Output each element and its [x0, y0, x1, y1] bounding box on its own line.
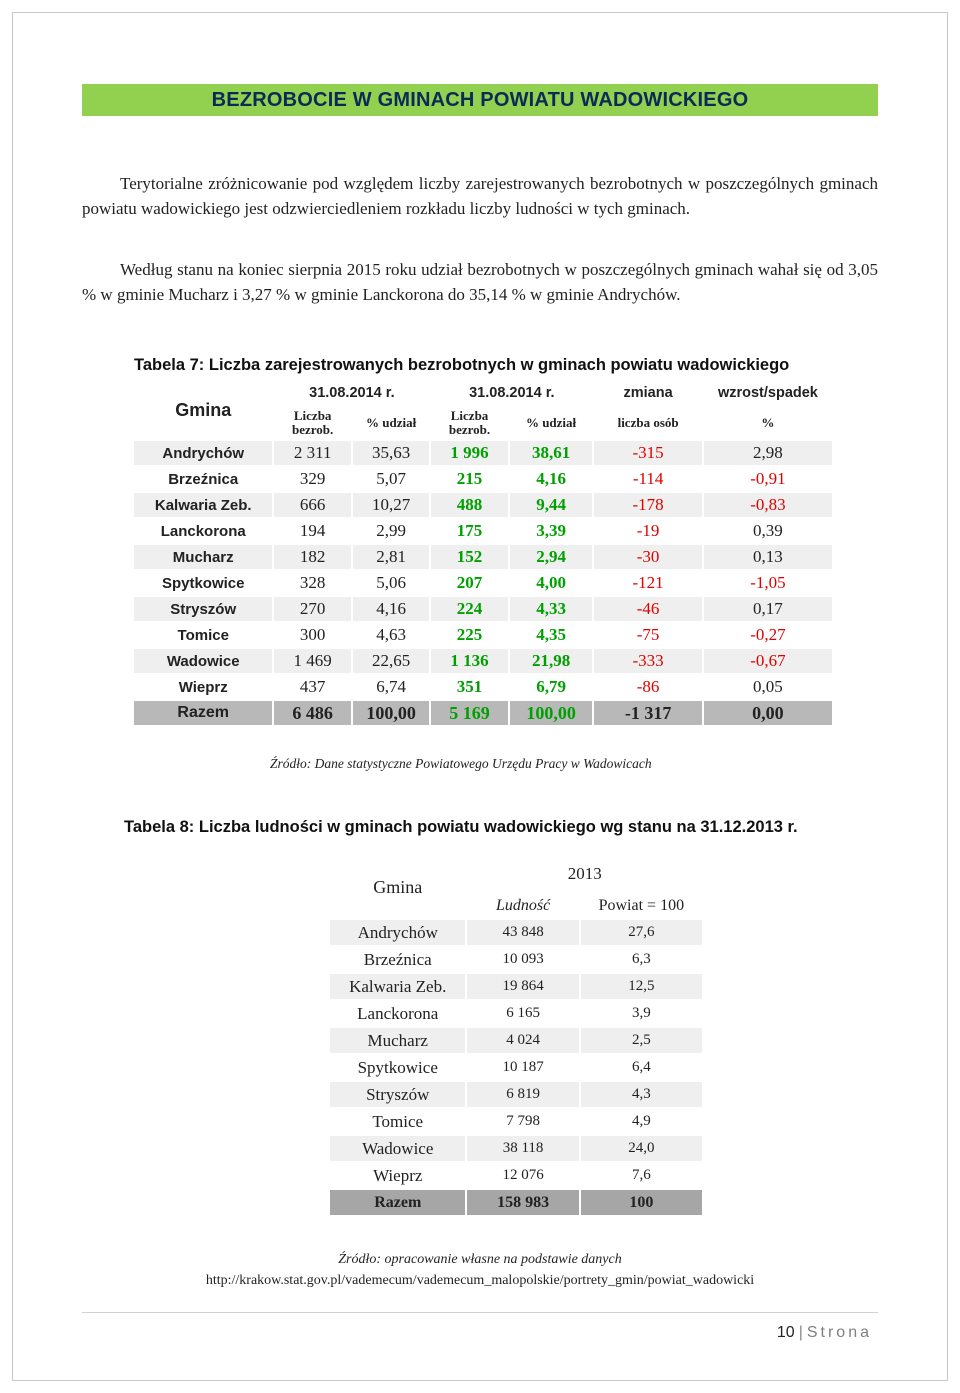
table-row	[134, 623, 832, 647]
table-row	[134, 597, 832, 621]
cell-e: -86	[594, 675, 701, 699]
table8-caption: Tabela 8: Liczba ludności w gminach powiatu wadowickiego wg stanu na 31.12.2013 r.	[124, 818, 798, 836]
cell-c: 1 136	[431, 649, 507, 673]
table7-header-liczba1: Liczba bezrob.	[274, 407, 350, 439]
table7-header-gmina: Gmina	[134, 381, 272, 439]
table-row	[330, 1028, 702, 1053]
cell-a: 194	[274, 519, 350, 543]
table-row	[134, 441, 832, 465]
cell-e: -114	[594, 467, 701, 491]
cell-b: 4,9	[581, 1109, 702, 1134]
cell-d: 2,94	[510, 545, 593, 569]
cell-a: 1 469	[274, 649, 350, 673]
cell-b: 27,6	[581, 920, 702, 945]
cell-a: 6 819	[467, 1082, 578, 1107]
cell-c: 225	[431, 623, 507, 647]
table8-source-line1: Źródło: opracowanie własne na podstawie danych	[338, 1252, 622, 1267]
cell-name: Mucharz	[330, 1028, 465, 1053]
total-b: 100,00	[353, 701, 429, 725]
cell-b: 5,06	[353, 571, 429, 595]
cell-d: 9,44	[510, 493, 593, 517]
cell-b: 4,3	[581, 1082, 702, 1107]
cell-c: 207	[431, 571, 507, 595]
cell-name: Spytkowice	[330, 1055, 465, 1080]
table8-source-url: http://krakow.stat.gov.pl/vademecum/vademecum_malopolskie/portrety_gmin/powiat_wadowicki	[205, 1273, 755, 1288]
cell-name: Lanckorona	[330, 1001, 465, 1026]
table-row	[330, 1001, 702, 1026]
cell-c: 1 996	[431, 441, 507, 465]
table-row	[330, 947, 702, 972]
cell-d: 3,39	[510, 519, 593, 543]
table-row	[134, 467, 832, 491]
cell-a: 437	[274, 675, 350, 699]
cell-b: 6,4	[581, 1055, 702, 1080]
cell-c: 488	[431, 493, 507, 517]
cell-name: Mucharz	[134, 545, 272, 569]
table7-total-row	[134, 701, 832, 725]
cell-a: 329	[274, 467, 350, 491]
total-d: 100,00	[510, 701, 593, 725]
cell-name: Brzeźnica	[134, 467, 272, 491]
cell-a: 4 024	[467, 1028, 578, 1053]
table-row	[134, 519, 832, 543]
footer-separator: |	[798, 1324, 803, 1341]
cell-d: 21,98	[510, 649, 593, 673]
cell-e: -121	[594, 571, 701, 595]
cell-e: -30	[594, 545, 701, 569]
cell-a: 182	[274, 545, 350, 569]
table7-header-udzial2: % udział	[510, 407, 593, 439]
cell-f: 0,17	[704, 597, 832, 621]
cell-name: Wadowice	[134, 649, 272, 673]
page-number: 10	[776, 1324, 795, 1341]
cell-b: 6,3	[581, 947, 702, 972]
table7-header-date1: 31.08.2014 r.	[274, 381, 429, 405]
table8-header-powiat: Powiat = 100	[581, 893, 702, 918]
cell-name: Andrychów	[330, 920, 465, 945]
cell-name: Spytkowice	[134, 571, 272, 595]
table8-header-year: 2013	[467, 857, 702, 891]
cell-e: -19	[594, 519, 701, 543]
cell-b: 24,0	[581, 1136, 702, 1161]
cell-b: 2,5	[581, 1028, 702, 1053]
cell-f: -1,05	[704, 571, 832, 595]
table-row	[330, 1055, 702, 1080]
table-row	[330, 974, 702, 999]
cell-b: 6,74	[353, 675, 429, 699]
table-row	[134, 675, 832, 699]
cell-a: 38 118	[467, 1136, 578, 1161]
section-title: BEZROBOCIE W GMINACH POWIATU WADOWICKIEGO	[211, 88, 749, 111]
table8-header-ludnosc: Ludność	[467, 893, 578, 918]
cell-a: 300	[274, 623, 350, 647]
table7-header-date2: 31.08.2014 r.	[431, 381, 592, 405]
cell-e: -75	[594, 623, 701, 647]
cell-name: Stryszów	[330, 1082, 465, 1107]
t8-total-b: 100	[581, 1190, 702, 1215]
cell-a: 328	[274, 571, 350, 595]
table7-header-zmiana: zmiana	[594, 381, 701, 405]
table8	[328, 855, 704, 1217]
paragraph-2: Według stanu na koniec sierpnia 2015 roku udział bezrobotnych w poszczególnych gminach wahał się od 3,05 % w gminie Mucharz i 3,27 % w gminie Lanckorona do 35,14 % w gminie Andrychów.	[82, 260, 878, 304]
table-row	[330, 1163, 702, 1188]
cell-a: 6 165	[467, 1001, 578, 1026]
cell-f: -0,83	[704, 493, 832, 517]
cell-e: -333	[594, 649, 701, 673]
cell-a: 10 187	[467, 1055, 578, 1080]
total-name: Razem	[134, 701, 272, 725]
cell-b: 4,16	[353, 597, 429, 621]
cell-e: -315	[594, 441, 701, 465]
cell-a: 666	[274, 493, 350, 517]
cell-name: Wadowice	[330, 1136, 465, 1161]
cell-a: 12 076	[467, 1163, 578, 1188]
cell-f: 0,39	[704, 519, 832, 543]
paragraph-1: Terytorialne zróżnicowanie pod względem liczby zarejestrowanych bezrobotnych w poszczególnych gminach powiatu wadowickiego jest odzwierciedleniem rozkładu liczby ludności w tych gminach.	[82, 174, 878, 218]
table-row	[134, 493, 832, 517]
cell-e: -178	[594, 493, 701, 517]
table7-header-liczba2: Liczba bezrob.	[431, 407, 507, 439]
cell-f: -0,27	[704, 623, 832, 647]
total-e: -1 317	[594, 701, 701, 725]
table7-header-pct: %	[704, 407, 832, 439]
cell-name: Brzeźnica	[330, 947, 465, 972]
cell-f: 0,05	[704, 675, 832, 699]
cell-d: 4,35	[510, 623, 593, 647]
total-f: 0,00	[704, 701, 832, 725]
cell-c: 152	[431, 545, 507, 569]
page-footer	[777, 1324, 872, 1342]
page-label: Strona	[806, 1324, 872, 1341]
footer-divider	[82, 1312, 878, 1313]
cell-name: Stryszów	[134, 597, 272, 621]
cell-d: 4,33	[510, 597, 593, 621]
table-row	[134, 649, 832, 673]
t8-total-a: 158 983	[467, 1190, 578, 1215]
cell-c: 175	[431, 519, 507, 543]
cell-f: -0,67	[704, 649, 832, 673]
cell-name: Andrychów	[134, 441, 272, 465]
table-row	[134, 571, 832, 595]
cell-name: Lanckorona	[134, 519, 272, 543]
cell-e: -46	[594, 597, 701, 621]
table7	[132, 379, 834, 727]
table-row	[134, 545, 832, 569]
cell-d: 4,00	[510, 571, 593, 595]
table8-header-gmina: Gmina	[330, 857, 465, 918]
cell-d: 6,79	[510, 675, 593, 699]
cell-b: 2,99	[353, 519, 429, 543]
cell-b: 7,6	[581, 1163, 702, 1188]
cell-name: Wieprz	[134, 675, 272, 699]
cell-a: 10 093	[467, 947, 578, 972]
cell-d: 38,61	[510, 441, 593, 465]
cell-b: 5,07	[353, 467, 429, 491]
table-row	[330, 920, 702, 945]
cell-name: Tomice	[134, 623, 272, 647]
cell-a: 270	[274, 597, 350, 621]
cell-b: 22,65	[353, 649, 429, 673]
cell-name: Kalwaria Zeb.	[134, 493, 272, 517]
table7-source: Źródło: Dane statystyczne Powiatowego Urzędu Pracy w Wadowicach	[270, 756, 652, 771]
cell-b: 4,63	[353, 623, 429, 647]
cell-f: 2,98	[704, 441, 832, 465]
table-row	[330, 1109, 702, 1134]
table8-total-row	[330, 1190, 702, 1215]
cell-a: 19 864	[467, 974, 578, 999]
cell-c: 351	[431, 675, 507, 699]
cell-name: Tomice	[330, 1109, 465, 1134]
table-row	[330, 1136, 702, 1161]
total-c: 5 169	[431, 701, 507, 725]
cell-b: 35,63	[353, 441, 429, 465]
cell-b: 10,27	[353, 493, 429, 517]
cell-c: 224	[431, 597, 507, 621]
cell-a: 43 848	[467, 920, 578, 945]
cell-a: 2 311	[274, 441, 350, 465]
cell-name: Kalwaria Zeb.	[330, 974, 465, 999]
table7-caption: Tabela 7: Liczba zarejestrowanych bezrobotnych w gminach powiatu wadowickiego	[134, 356, 790, 374]
cell-f: -0,91	[704, 467, 832, 491]
table7-header-wzrost: wzrost/spadek	[704, 381, 832, 405]
cell-name: Wieprz	[330, 1163, 465, 1188]
cell-d: 4,16	[510, 467, 593, 491]
section-banner	[82, 84, 878, 116]
cell-f: 0,13	[704, 545, 832, 569]
table7-header-udzial1: % udział	[353, 407, 429, 439]
cell-c: 215	[431, 467, 507, 491]
t8-total-name: Razem	[330, 1190, 465, 1215]
cell-a: 7 798	[467, 1109, 578, 1134]
table-row	[330, 1082, 702, 1107]
total-a: 6 486	[274, 701, 350, 725]
cell-b: 2,81	[353, 545, 429, 569]
table7-header-liczba-osob: liczba osób	[594, 407, 701, 439]
cell-b: 12,5	[581, 974, 702, 999]
cell-b: 3,9	[581, 1001, 702, 1026]
